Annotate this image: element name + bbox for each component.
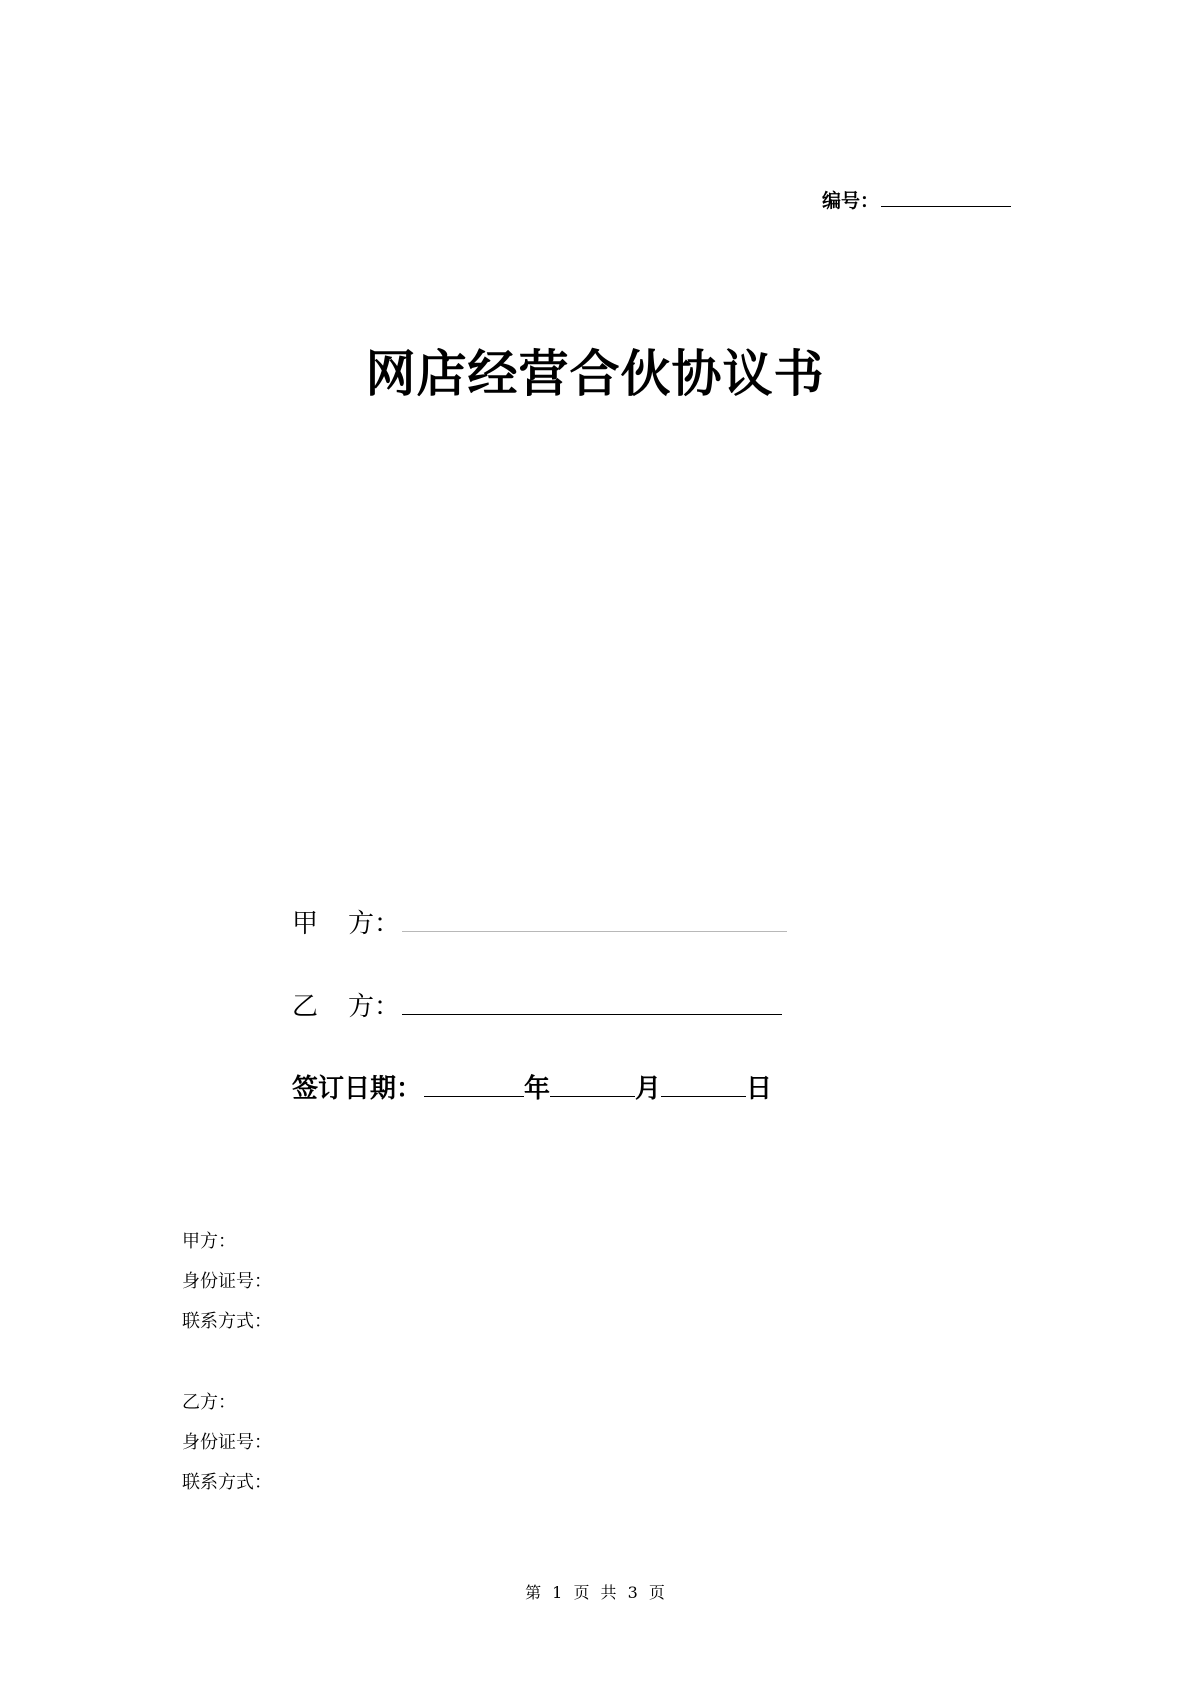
cover-party-b-label: 乙 <box>292 992 319 1022</box>
serial-number-blank[interactable] <box>881 188 1011 207</box>
cover-party-a-blank[interactable] <box>402 909 787 932</box>
document-title: 网店经营合伙协议书 <box>365 345 825 403</box>
page-number-footer: 第 1 页 共 3 页 <box>525 1583 665 1602</box>
serial-number-field <box>822 186 1011 213</box>
signature-party-a-contact: 联系方式： <box>182 1311 272 1332</box>
year-label: 年 <box>524 1074 551 1104</box>
signing-date-label: 签订日期： <box>292 1074 423 1104</box>
month-label: 月 <box>635 1074 662 1104</box>
cover-party-a-row <box>292 903 787 940</box>
signature-party-a-id: 身份证号： <box>182 1271 272 1292</box>
cover-party-a-label: 甲 <box>292 909 319 939</box>
signature-party-b-id: 身份证号： <box>182 1432 272 1453</box>
signature-party-b-contact: 联系方式： <box>182 1472 272 1493</box>
signature-party-b: 乙方： <box>182 1392 236 1413</box>
month-blank[interactable] <box>550 1074 635 1097</box>
day-blank[interactable] <box>661 1074 746 1097</box>
cover-party-a-suffix: 方： <box>348 909 401 939</box>
day-label: 日 <box>746 1074 773 1104</box>
signature-party-a: 甲方： <box>182 1231 236 1252</box>
cover-party-b-suffix: 方： <box>348 992 401 1022</box>
year-blank[interactable] <box>424 1074 524 1097</box>
serial-number-label: 编号： <box>822 190 880 212</box>
signing-date-row <box>292 1068 772 1105</box>
cover-party-b-blank[interactable] <box>402 992 782 1015</box>
cover-party-b-row <box>292 986 782 1023</box>
